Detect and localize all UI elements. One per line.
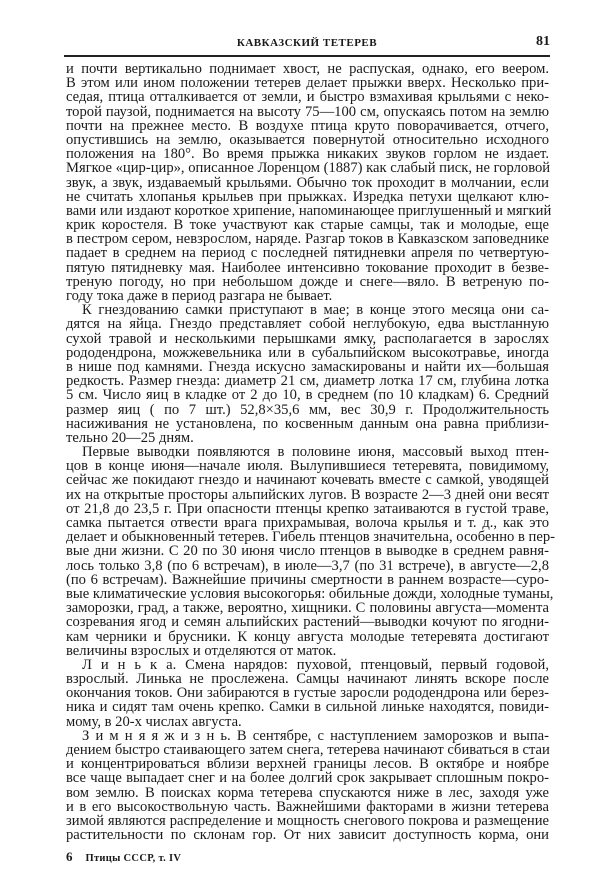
text-line: цов в конце июня—начале июля. Вылупившиеся тетеревята, повидимому,	[66, 458, 549, 475]
text-line: тельно 20—25 дням.	[66, 429, 194, 446]
text-line: торой паузой, поднимается на высоту 75—100 см, опускаясь потом на землю	[66, 103, 549, 120]
text-line: сейчас же покидают гнездо и начинают кочевать вместе с самкой, уводящей	[66, 472, 549, 489]
text-line: все чаще выпадает снег и на более долгий срок закрывает сплошным покро-	[66, 770, 549, 787]
text-line: К гнездованию самки приступают в мае; в конце этого месяца они са-	[82, 302, 549, 319]
text-line: рододендрона, можжевельника или в субальпийском высокотравье, иногда	[66, 344, 549, 361]
text-line: дятся на яйца. Гнездо представляет собой неглубокую, едва выстланную	[66, 316, 549, 333]
text-line: Мягкое «цир-цир», описанное Лоренцом (1887) как слабый писк, не горловой	[66, 160, 551, 177]
text-line: ника и сидят там очень крепко. Самки в сильной линьке находятся, повиди-	[66, 699, 549, 716]
text-line: положения на 180°. Во время прыжка никаких звуков горлом не издает.	[66, 146, 549, 163]
text-line: мому, в 20-х числах августа.	[66, 713, 242, 730]
page-number: 81	[536, 34, 550, 49]
text-line: вами или издают короткое хрипение, напоминающее приглушенный и мягкий	[66, 202, 552, 219]
text-line: З и м н я я ж и з н ь. В сентябре, с наступлением заморозков и выпа-	[82, 727, 549, 744]
text-line: редкость. Размер гнезда: диаметр 21 см, диаметр лотка 17 см, глубина лотка	[66, 373, 549, 390]
text-line: вые климатические условия высокогорья: обильные дожди, холодные туманы,	[66, 585, 554, 602]
text-line: сухой травой и несколькими перышками ямку, располагается в зарослях	[66, 330, 549, 347]
body-text	[66, 61, 555, 844]
text-line: величины взрослых и отделяются от маток.	[66, 642, 337, 659]
text-line: почти на прежнее место. В воздухе птица круто поворачивается, отчего,	[66, 117, 549, 134]
text-line: Л и н ь к а. Смена нарядов: пуховой, птенцовый, первый годовой,	[82, 656, 549, 673]
text-line: насиживания не установлена, по косвенным данным она равна приблизи-	[66, 415, 549, 432]
text-line: опустившись на землю, оказывается повернутой относительно исходного	[66, 131, 549, 148]
text-line: в пестром сером, невзрослом, наряде. Разгар токов в Кавказском заповеднике	[66, 231, 549, 248]
text-line: пятую пятидневку мая. Наиболее интенсивно токование проходит в безве-	[66, 259, 549, 276]
text-line: растительности по склонам гор. От них зависит доступность корма, они	[66, 827, 549, 844]
text-line: созревания ягод и семян альпийских растений—выводки кочуют по ягодни-	[66, 614, 549, 631]
text-line: самка пытается отвести врага прихрамывая, волоча крылья и т. д., как это	[66, 515, 549, 531]
text-line: их на открытые просторы альпийских лугов. В возрасте 2—3 дней они весят	[66, 486, 549, 503]
text-line: кам черники и брусники. К концу августа молодые тетеревята достигают	[66, 628, 549, 645]
text-line: и почти вертикально поднимает хвост, не распуская, однако, его веером.	[66, 61, 549, 77]
text-line: В этом или ином положении тетерев делает прыжки вверх. Несколько при-	[66, 75, 549, 92]
signature-mark: 6	[66, 849, 73, 864]
text-line: от 21,8 до 23,5 г. При опасности птенцы крепко затаиваются в густой траве,	[66, 500, 549, 517]
text-line: треную погоду, но при небольшом дожде и снеге—вяло. В ветреную по-	[66, 273, 549, 290]
text-line: 5 см. Число яиц в кладке от 2 до 10, в среднем (по 10 кладкам) 6. Средний	[66, 387, 549, 404]
running-title: КАВКАЗСКИЙ ТЕТЕРЕВ	[236, 37, 378, 49]
text-line: Первые выводки появляются в половине июня, массовый выход птен-	[82, 444, 549, 461]
text-line: (по 6 встречам). Важнейшие причины смертности в раннем возрасте—суро-	[66, 571, 549, 588]
text-line: не считать хлопанья крыльев при прыжках. Изредка петухи щелкают клю-	[66, 188, 549, 205]
text-line: вые дни жизни. С 20 по 30 июня число птенцов в выводке в среднем равня-	[66, 543, 549, 560]
text-line: взрослый. Линька не прослежена. Самцы начинают линять вскоре после	[66, 671, 549, 688]
text-line: зимой являются распределение и мощность снегового покрова и размещение	[66, 812, 549, 829]
text-line: размер яиц ( по 7 шт.) 52,8×35,6 мм, вес 30,9 г. Продолжительность	[66, 401, 549, 418]
text-line: и концентрироваться вблизи верхней границы лесов. В октябре и ноябре	[66, 756, 549, 773]
text-line: окончания токов. Они забираются в густые заросли рододендрона или берез-	[66, 685, 549, 702]
text-line: дением быстро стаивающего затем снега, тетерева начинают сбиваться в стаи	[66, 742, 550, 758]
text-line: звук, а звук, издаваемый крыльями. Обычно ток проходит в молчании, если	[66, 174, 549, 191]
text-line: лось только 3,8 (по 6 встречам), в июле—3,7 (по 31 встрече), в августе—2,8	[66, 557, 549, 574]
text-line: году тока даже в период разгара не бывает.	[66, 288, 333, 304]
text-line: и в его высокоствольную часть. Важнейшими факторами в жизни тетерева	[66, 798, 549, 815]
page-footer	[66, 849, 181, 865]
text-line: заморозки, град, а также, вероятно, хищники. С половины августа—момента	[66, 600, 549, 617]
text-line: вом землю. В поисках корма тетерева спускаются ниже в лес, заходя уже	[66, 784, 549, 801]
text-line: крик коростеля. В токе участвуют как старые самцы, так и молодые, еще	[66, 217, 549, 234]
page-header	[64, 34, 550, 52]
header-rule	[64, 55, 550, 57]
footer-title: Птицы СССР, т. IV	[85, 853, 182, 864]
text-line: падает в среднем на период с последней пятидневки апреля по четвертую-	[66, 245, 549, 262]
text-line: в нише под камнями. Гнезда искусно замаскированы и найти их—большая	[66, 358, 549, 375]
text-line: седая, птица отталкивается от земли, и быстро взмахивая крыльями с неко-	[66, 89, 549, 106]
text-line: делает и обыкновенный тетерев. Гибель птенцов значительна, особенно в пер-	[66, 529, 555, 546]
